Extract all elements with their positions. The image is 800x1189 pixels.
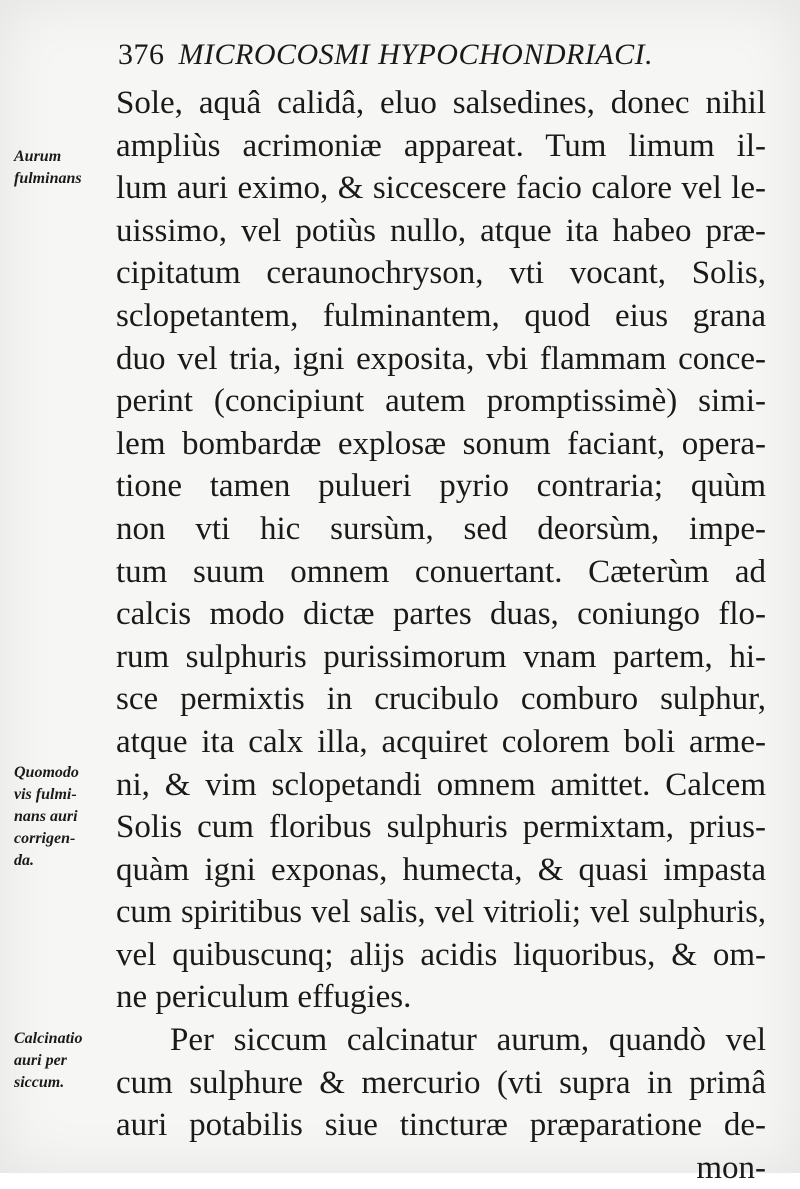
text-line: quàm igni exponas, humecta, & quasi impasta [116, 851, 766, 888]
catchword: mon- [696, 1149, 766, 1186]
text-line: tum suum omnem conuertant. Cæterùm ad [116, 553, 766, 590]
text-line: duo vel tria, igni exposita, vbi flammam conce- [116, 340, 766, 377]
text-line: sce permixtis in crucibulo comburo sulphur, [116, 681, 766, 718]
margin-note-calcinatio [14, 1028, 120, 1094]
text-line: lem bombardæ explosæ sonum faciant, opera- [116, 425, 766, 462]
text-line: atque ita calx illa, acquiret colorem boli arme- [116, 723, 766, 760]
text-line: calcis modo dictæ partes duas, coniungo flo- [116, 596, 766, 633]
text-line: cum spiritibus vel salis, vel vitrioli; vel sulphuris, [116, 894, 766, 931]
margin-note-line: corrigen- [14, 830, 76, 847]
margin-note-line: nans auri [14, 808, 78, 825]
text-line: ampliùs acrimoniæ appareat. Tum limum il- [116, 127, 766, 164]
margin-note-line: Quomodo [14, 764, 79, 781]
margin-note-line: auri per [14, 1052, 67, 1069]
margin-note-line: siccum. [14, 1074, 65, 1091]
text-line: Solis cum floribus sulphuris permixtam, prius- [116, 809, 766, 846]
margin-note-line: da. [14, 852, 34, 869]
text-line: auri potabilis siue tincturæ præparatione de- [116, 1107, 766, 1144]
text-line: lum auri eximo, & siccescere facio calore vel le- [116, 170, 766, 207]
body-text [116, 82, 766, 1189]
text-line: cum sulphure & mercurio (vti supra in primâ [116, 1064, 766, 1101]
running-header [118, 38, 653, 72]
text-line: perint (concipiunt autem promptissimè) simi- [116, 383, 766, 420]
margin-note-line: fulminans [14, 170, 82, 187]
text-line: rum sulphuris purissimorum vnam partem, hi- [116, 638, 766, 675]
margin-note-line: Aurum [14, 148, 62, 165]
margin-note-line: vis fulmi- [14, 786, 77, 803]
text-line: ni, & vim sclopetandi omnem amittet. Calcem [116, 766, 766, 803]
margin-note-line: Calcinatio [14, 1030, 83, 1047]
page-number: 376 [118, 38, 165, 71]
text-line: ne periculum effugies. [116, 979, 412, 1016]
text-line: tione tamen pulueri pyrio contraria; quùm [116, 468, 766, 505]
text-line: vel quibuscunq; alijs acidis liquoribus, & om- [116, 936, 766, 973]
text-line: Sole, aquâ calidâ, eluo salsedines, donec nihil [116, 85, 766, 121]
margin-note-quomodo [14, 762, 120, 872]
running-title: MICROCOSMI HYPOCHONDRIACI. [178, 38, 654, 71]
text-line: sclopetantem, fulminantem, quod eius grana [116, 297, 766, 334]
text-line: non vti hic sursùm, sed deorsùm, impe- [116, 510, 766, 547]
text-line: uissimo, vel potiùs nullo, atque ita habeo præ- [116, 212, 766, 249]
margin-note-aurum-fulminans [14, 146, 120, 190]
text-line: cipitatum ceraunochryson, vti vocant, Solis, [116, 255, 766, 292]
paragraph-start-line: Per siccum calcinatur aurum, quandò vel [170, 1022, 766, 1059]
